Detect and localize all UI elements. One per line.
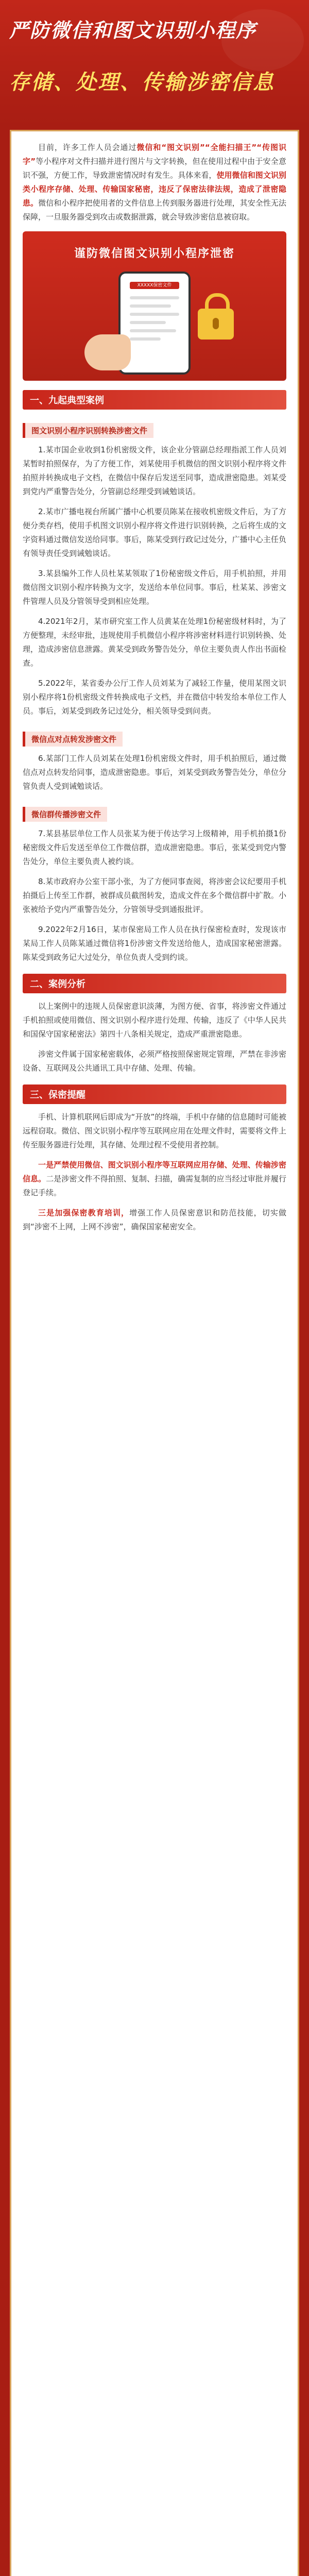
prevention-paragraph-2 bbox=[23, 1158, 286, 1200]
section-title-prevention: 三、保密提醒 bbox=[23, 1084, 286, 1104]
prevention-paragraph-1: 手机、计算机联网后即成为“开放”的终端，手机中存储的信息随时可能被远程窃取。微信、图文识别小程序等互联网应用在处理文件时，需要将文件上传至服务器进行处理，其存储、处理过程不受使用者控制。 bbox=[23, 1112, 286, 1149]
phone-text-line bbox=[130, 304, 171, 308]
intro-paragraph bbox=[23, 141, 286, 224]
content-card bbox=[11, 131, 298, 2576]
illustration-banner bbox=[23, 231, 286, 381]
case-2: 2.某市广播电视台所属广播中心机要员陈某在接收机密级文件后，为了方便分类存档，使用手机图文识别小程序将文件进行识别转换，之后将生成的文字资料通过微信发送给同事。事后，陈某受到行政记过处分，广播中心主任负有领导责任受到诫勉谈话。 bbox=[23, 507, 286, 558]
prevention-highlight-2: 三是加强保密教育培训， bbox=[38, 1208, 130, 1217]
lock-icon bbox=[198, 309, 234, 340]
phone-text-line bbox=[130, 296, 179, 299]
intro-text-c: 微信和小程序把使用者的文件信息上传到服务器进行处理，其安全性无法保障，一旦服务器受到攻击或数据泄露，就会导致涉密信息被窃取。 bbox=[23, 198, 286, 222]
analysis-paragraph-1: 以上案例中的违规人员保密意识淡薄，为图方便、省事，将涉密文件通过手机拍照或使用微信、图文识别小程序进行处理、传输，违反了《中华人民共和国保守国家秘密法》第四十八条相关规定，造成严重泄密隐患。 bbox=[23, 1002, 286, 1039]
header-banner bbox=[0, 0, 309, 126]
prevention-text-2: 二是涉密文件不得拍照、复制、扫描，确需复制的应当经过审批并履行登记手续。 bbox=[23, 1174, 286, 1197]
case-4: 4.2021年2月，某市研究室工作人员黄某在处理1份秘密级材料时，为了方便整理，未经审批，违规使用手机微信小程序将涉密材料进行识别转换、处理，造成涉密信息泄露。黄某受到政务警告处分，单位主要负责人作出书面检查。 bbox=[23, 617, 286, 668]
prevention-text-3: 增强工作人员保密意识和防范技能，切实做到“涉密不上网，上网不涉密”，确保国家秘密安全。 bbox=[23, 1208, 286, 1231]
intro-highlight-1: 微信和“图文识别”“全能扫描王”“传图识字” bbox=[23, 143, 286, 166]
phone-text-line bbox=[130, 321, 166, 324]
prevention-highlight-1: 一是严禁使用微信、图文识别小程序等互联网应用存储、处理、传输涉密信息。 bbox=[23, 1160, 286, 1183]
phone-text-line bbox=[130, 337, 161, 341]
intro-highlight-2: 使用微信和图文识别类小程序存储、处理、传输国家秘密，违反了保密法律法规，造成了泄密隐患。 bbox=[23, 171, 286, 208]
case-3: 3.某县编外工作人员杜某某领取了1份秘密级文件后，用手机拍照，并用微信图文识别小程序转换为文字，发送给本单位同事。事后，杜某某、涉密文件管理人员及分管领导受到相应处理。 bbox=[23, 569, 286, 606]
subsection-wechat-group: 微信群传播涉密文件 bbox=[23, 807, 107, 822]
prevention-paragraph-3 bbox=[23, 1206, 286, 1234]
title-line-2: 存储、处理、传输涉密信息 bbox=[9, 71, 275, 94]
illustration-title: 谨防微信图文识别小程序泄密 bbox=[74, 247, 235, 260]
section-title-analysis: 二、案例分析 bbox=[23, 974, 286, 993]
case-6: 6.某部门工作人员刘某在处理1份机密级文件时，用手机拍照后，通过微信点对点转发给同事，造成泄密隐患。事后，刘某受到政务警告处分，单位分管负责人受到诫勉谈话。 bbox=[23, 754, 286, 791]
phone-document-label: XXXXX保密文件 bbox=[130, 282, 179, 289]
intro-text-b: 等小程序对文件扫描并进行图片与文字转换，但在使用过程中由于安全意识不强，方便工作，导致泄密情况时有发生。具体来看， bbox=[23, 157, 286, 180]
phone-text-line bbox=[130, 329, 176, 332]
case-5: 5.2022年，某省委办公厅工作人员刘某为了减轻工作量，使用某图文识别小程序将1份机密级文件转换成电子文档，并在微信中转发给本单位工作人员。事后，刘某受到政务记过处分，相关领导受到问责。 bbox=[23, 679, 286, 716]
analysis-paragraph-2: 涉密文件属于国家秘密载体，必须严格按照保密规定管理，严禁在非涉密设备、互联网及公共通讯工具中存储、处理、传输。 bbox=[23, 1049, 286, 1073]
section-title-cases: 一、九起典型案例 bbox=[23, 390, 286, 410]
case-8: 8.某市政府办公室干部小张，为了方便同事查阅，将涉密会议纪要用手机拍摄后上传至工作群，被群成员截图转发，造成文件在多个微信群中扩散。小张被给予党内严重警告处分，分管领导受到通报批评。 bbox=[23, 877, 286, 914]
case-1: 1.某市国企业收到1份机密级文件，该企业分管副总经理指派工作人员刘某暂时拍照保存，为了方便工作，刘某使用手机微信的图文识别小程序将文件拍照并转换成电子文档，在微信中保存后发送至同事，造成泄密隐患。刘某受到党内严重警告处分，分管副总经理受到诫勉谈话。 bbox=[23, 445, 286, 496]
subsection-wechat-forward: 微信点对点转发涉密文件 bbox=[23, 732, 123, 747]
hand-icon bbox=[84, 334, 131, 370]
intro-text-a: 目前，许多工作人员会通过 bbox=[38, 143, 137, 152]
case-7: 7.某县基层单位工作人员张某为便于传达学习上级精神，用手机拍摄1份秘密级文件后发送至单位工作微信群，造成泄密隐患。事后，张某受到党内警告处分，单位主要负责人被约谈。 bbox=[23, 829, 286, 866]
phone-text-line bbox=[130, 313, 179, 316]
title-line-1: 严防微信和图文识别小程序 bbox=[9, 19, 257, 42]
case-9: 9.2022年2月16日，某市保密局工作人员在执行保密检查时，发现该市某局工作人员陈某通过微信将1份涉密文件发送给他人，造成国家秘密泄露。陈某受到政务记大过处分，单位负责人受到约谈。 bbox=[23, 925, 286, 962]
lock-keyhole bbox=[213, 318, 219, 329]
subsection-ocr-conversion: 图文识别小程序识别转换涉密文件 bbox=[23, 423, 153, 438]
